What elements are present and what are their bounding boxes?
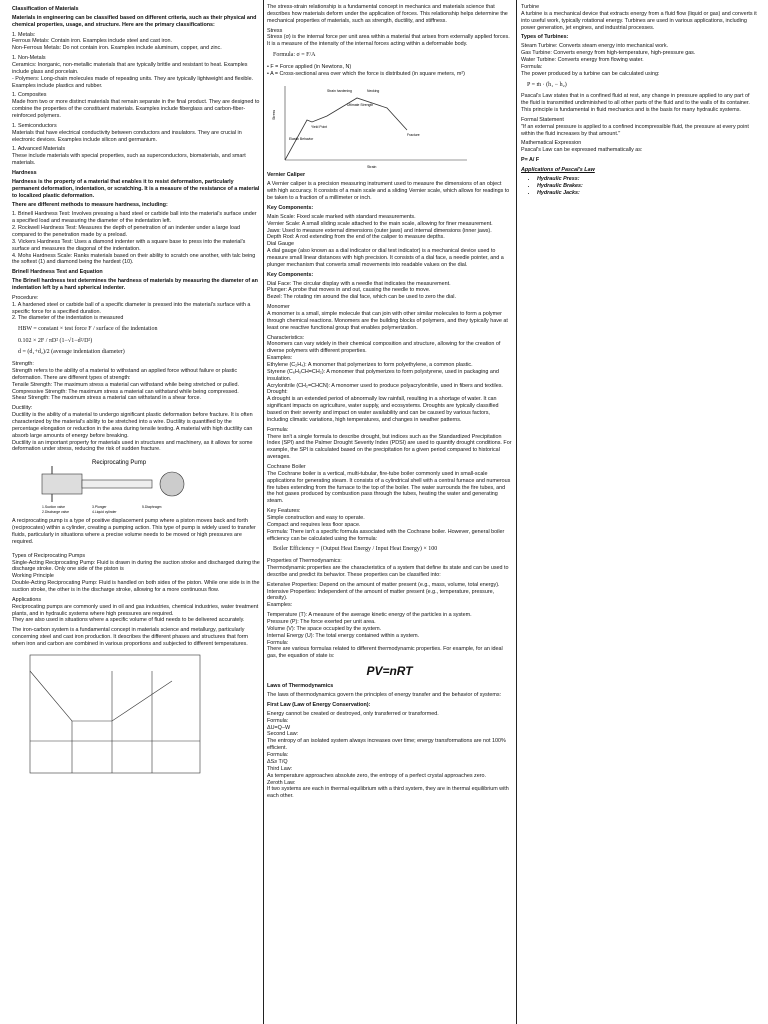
key-components-text: Main Scale: Fixed scale marked with standard measurements. Vernier Scale: A small sliding scale attached to the main scale, allowing for finer measurement. Jaws: Used to measure external dimensions (outer jaws) and internal dimensions (inner jaws). Depth Rod: A rod extending from the end of the caliper to measure depths. Dial Gauge A dial gauge (also known as a dial indicator or dial test indicator) is a mechanical device used to measure small linear distances with high precision. It consists of a dial face, a needle pointer, and a plunger mechanism that converts small movements into readable values on the dial.: [267, 213, 504, 268]
turbine-types-text: Steam Turbine: Converts steam energy into mechanical work. Gas Turbine: Converts energy from high-temperature, high-pressure gas. Water Turbine: Converts energy from flowing water. Formula: The power produced by a turbine can be calculated using:: [521, 43, 696, 77]
monomer-text: Monomer A monomer is a small, simple molecule that can join with other similar molecules to form a polymer through chemical reactions. Monomers are the building blocks of polymers, and they typically have at least one reactive functional group that enables polymerization.: [267, 304, 508, 331]
key-features-text: Key Features: Simple construction and easy to operate. Compact and requires less floor space. Formula: There isn't a specific formula associated with the Cochrane boiler. However, general boiler efficiency can be calculated using the formula:: [267, 508, 505, 542]
ideal-gas-equation: PV=nRT: [366, 664, 413, 679]
stress-text: Stress Stress (σ) is the internal force per unit area within a material that arises from externally applied forces. It is a measure of the intensity of the internal forces acting within a deformable body.: [267, 27, 510, 48]
iron-carbon-text: The iron-carbon system is a fundamental concept in materials science and metallurgy, particularly concerning steel and cast iron production. It describes the different phases and structures that form when iron and carbon are combined in various proportions and subjected to different temperatures.: [12, 627, 249, 647]
pump-definition: A reciprocating pump is a type of positive displacement pump where a piston moves back and forth (reciprocates) within a cylinder, creating a pumping action. This type of pump is widely used to transfer fluids, particularly in situations where a precise volume needs to be moved or high pressures are required.: [12, 518, 256, 545]
pump-legend-item: 4.Liquid cylinder: [92, 510, 117, 515]
hardness-heading: Hardness: [12, 170, 37, 177]
hardness-definition: Hardness is the property of a material that enables it to resist deformation, particularly permanent deformation, indentation, or scratching. It is a measure of the resistance of a material to localized plastic deformation.: [12, 178, 260, 199]
metals-text: 1. Metals: Ferrous Metals: Contain iron. Examples include steel and cast iron. Non-Ferrous Metals: Do not contain iron. Examples include aluminum, copper, and zinc.: [12, 31, 222, 52]
column-left: [12, 4, 260, 1020]
formal-statement-text: Formal Statement "If an external pressure is applied to a confined incompressible fluid, the pressure at every point within the fluid increases by that amount.": [521, 116, 749, 137]
column-middle: [267, 4, 512, 1020]
column-divider: [263, 0, 264, 1024]
graph-label: Strain hardening: [327, 89, 352, 94]
cochrane-text: Cochrane Boiler The Cochrane boiler is a vertical, multi-tubular, fire-tube boiler commonly used in small-scale applications for generating steam. It consists of a cylindrical shell with a central furnace and numerous fire tubes extending from the furnace to the top of the boiler. The water surrounds the fire tubes, and the hot gases produced by combustion pass through the tubes, heating the water and generating steam.: [267, 464, 511, 505]
turbine-text: Turbine A turbine is a mechanical device that extracts energy from a fluid flow (liquid or gas) and converts it into useful work, typically rotational energy. Turbines are used in various applications, including power generation, jet engines, and industrial processes.: [521, 4, 757, 31]
pump-figure-title: Reciprocating Pump: [92, 460, 147, 467]
characteristics-text: Characteristics: Monomers can vary widely in their chemical composition and structure, allowing for the creation of diverse polymers with different properties. Examples: Ethylene (C₂H₄): A monomer that polymerizes to form polyethylene, a common plastic. Styrene (C₆H₅CH=CH₂): A monomer that polymerizes to form polystyrene, used in packaging and insulation. Acrylonitrile (CH₂=CHCN): A monomer used to produce polyacrylonitrile, used in fibers and textiles. Drought: A drought is an extended period of abnormally low rainfall, resulting in a shortage of water. It can significant impacts on agriculture, water supply, and ecosystems. Droughts are typically classified based on their severity and impact on water availability and can be caused by various factors, including climatic variations, high temperatures, and changes in weather patterns.: [267, 334, 503, 423]
hbw-formula-1: HBW = constant × test force F / surface of the indentation: [18, 326, 158, 333]
laws-heading: Laws of Thermodynamics: [267, 683, 334, 690]
advanced-materials-text: 1. Advanced Materials These include materials with special properties, such as superconductors, biomaterials, and smart materials.: [12, 146, 246, 167]
pascal-applications-heading: Applications of Pascal's Law: [521, 166, 595, 173]
methods-heading: There are different methods to measure hardness, including:: [12, 202, 168, 209]
extensive-properties-text: Extensive Properties: Depend on the amount of matter present (e.g., mass, volume, total energy). Intensive Properties: Independent of the amount of matter present (e.g., temperature, pressure, density). Examples:: [267, 581, 500, 609]
drought-formula-text: Formula: There isn't a single formula to describe drought, but indices such as the Standardized Precipitation Index (SPI) and the Palmer Drought Severity Index (PDSI) are used to quantify drought conditions. For example, the SPI is calculated based on the precipitation for a given period compared to historical averages.: [267, 426, 512, 461]
turbine-types-heading: Types of Turbines:: [521, 34, 569, 41]
strength-text: Strength: Strength refers to the ability of a material to withstand an applied force without failure or plastic deformation. There are different types of strength: Tensile Strength: The maximum stress a material can withstand while being stretched or pulled. Compressive Strength: The maximum stress a material can withstand while being compressed. Shear Strength: The maximum stress a material can withstand in a shear force.: [12, 361, 240, 402]
key-components-heading: Key Components:: [267, 204, 314, 211]
stress-variables: • F = Force applied (in Newtons, N) • A = Cross-sectional area over which the force is distributed (in square meters, m²): [267, 63, 465, 77]
reciprocating-pump-diagram: [12, 456, 212, 518]
graph-label: Ultimate Strength: [347, 103, 374, 108]
vernier-heading: Vernier Caliper: [267, 172, 306, 179]
graph-label: Necking: [367, 89, 380, 94]
procedure-text: Procedure: 1. A hardened steel or carbide ball of a specific diameter is pressed into the material's surface with a specific force for a specified duration. 2. The diameter of the indentation is measured: [12, 294, 251, 322]
thermo-examples-text: Temperature (T): A measure of the average kinetic energy of the particles in a system. Pressure (P): The force exerted per unit area. Volume (V): The space occupied by the system. Internal Energy (U): The total energy contained within a system. Formula: There are various formulas related to different thermodynamic properties. For example, for an ideal gas, the equation of state is:: [267, 612, 503, 660]
stress-strain-graph: [267, 80, 487, 170]
list-item: • Hydraulic Jacks:: [537, 190, 757, 197]
first-law-heading: First Law (Law of Energy Conservation):: [267, 702, 371, 709]
iron-carbon-diagram: [12, 651, 212, 781]
list-item: • Hydraulic Press:: [537, 176, 757, 183]
pascal-formula: P= A/ F: [521, 157, 540, 164]
methods-text: 1. Brinell Hardness Test: Involves pressing a hard steel or carbide ball into the material's surface under a specified load and measuring the diameter of the indentation left. 2. Rockwell Hardness Test: Measures the depth of penetration of an indenter under a large load compared to the penetration made by a preload. 3. Vickers Hardness Test: Uses a diamond indenter with a square base to press into the material's surface and measures the diagonal of the indentation. 4. Mohs Hardness Scale: Ranks materials based on their ability to scratch one another, with talc being the softest (1) and diamond being the hardest (10).: [12, 211, 257, 266]
graph-axis-label: Strain: [367, 165, 377, 170]
nonmetals-text: 1. Non-Metals Ceramics: Inorganic, non-metallic materials that are typically brittle and resistant to heat. Examples include glass and porcelain. - Polymers: Long-chain molecules made of repeating units. They are typically lightweight and flexible. Examples include plastics and rubber.: [12, 55, 254, 89]
key-components-heading: Key Components:: [267, 271, 314, 278]
dial-components-text: Dial Face: The circular display with a needle that indicates the measurement. Plunger: A probe that moves in and out, causing the needle to move. Bezel: The rotating rim around the dial face, which can be used to zero the dial.: [267, 280, 456, 301]
graph-label: Elastic Behavior: [289, 137, 314, 142]
column-right: [521, 4, 757, 1020]
brinell-heading: Brinell Hardness Test and Equation: [12, 269, 103, 276]
graph-label: Yield Point: [311, 125, 328, 130]
brinell-definition: The Brinell hardness test determines the hardness of materials by measuring the diameter of an indentation left by a hard spherical indenter.: [12, 278, 258, 291]
vernier-text: A Vernier caliper is a precision measuring instrument used to measure the dimensions of an object with high accuracy. It consists of a main scale and a sliding Vernier scale, which allows for readings to be taken to a fraction of a millimeter or inch.: [267, 181, 510, 202]
hbw-formula-2: 0.102 × 2F / πD² (1−√1−d²/D²): [18, 337, 93, 344]
laws-intro: The laws of thermodynamics govern the principles of energy transfer and the behavior of systems:: [267, 692, 502, 699]
semiconductors-text: 1. Semiconductors Materials that have electrical conductivity between conductors and insulators. They are crucial in electronic devices. Examples include silicon and germanium.: [12, 122, 242, 143]
graph-axis-label: Stress: [272, 110, 276, 121]
graph-label: Fracture: [407, 133, 420, 138]
composites-text: 1. Composites Made from two or more distinct materials that remain separate in the final product. They are designed to combine the properties of the constituent materials. Examples include fiberglass and carbon-fiber-reinforced polymers.: [12, 92, 260, 120]
stress-formula: Formula: σ = F/A: [273, 52, 316, 59]
stress-strain-text: The stress-strain relationship is a fundamental concept in mechanics and materials science that describes how materials deform under the application of forces. This relationship helps determine the mechanical properties of materials, such as strength, ductility, and stiffness.: [267, 4, 508, 24]
section-title: Classification of Materials: [12, 6, 79, 12]
pump-legend-item: 1.Suction valve: [42, 505, 65, 510]
pump-legend-item: 5.Diaphragm: [142, 505, 162, 510]
turbine-power-formula: P = ṁ · (h₁ − h₂): [527, 81, 567, 88]
pump-legend-item: 3.Plunger: [92, 505, 107, 510]
laws-text: Energy cannot be created or destroyed, only transferred or transformed. Formula: ΔU=Q−W Second Law: The entropy of an isolated system always increases over time; energy transformations are not 100% efficient. Formula: ΔS≥ T/Q Third Law: As temperature approaches absolute zero, the entropy of a perfect crystal approaches zero. Zeroth Law: If two systems are each in thermal equilibrium with a third system, they are in thermal equilibrium with each other.: [267, 710, 509, 800]
ductility-text: Ductility: Ductility is the ability of a material to undergo significant plastic deformation before fracture. It is often characterized by the material's ability to be stretched into a wire. Ductility is quantified by the percentage elongation or reduction in the area during tensile testing. A material with high ductility can absorb large amounts of energy before breaking. Ductility is an important property for materials used in structures and machinery, as it allows for some deformation under stress, reducing the risk of sudden fracture.: [12, 405, 253, 453]
applications-text: Applications Reciprocating pumps are commonly used in oil and gas industries, chemical industries, water treatment plants, and in hydraulic systems where high pressures are required. They are also used in situations where a specific volume of fluid needs to be delivered accurately.: [12, 596, 259, 624]
hbw-formula-3: d = (d₁+d₂)/2 (average indentation diameter): [18, 349, 125, 356]
boiler-efficiency-formula: Boiler Efficiency = (Output Heat Energy / Input Heat Energy) × 100: [273, 546, 438, 553]
list-item: • Hydraulic Brakes:: [537, 183, 757, 190]
pump-types-text: Types of Reciprocating Pumps Single-Acting Reciprocating Pump: Fluid is drawn in during the suction stroke and discharged during the discharge stroke. Only one side of the piston is Working Principle Double-Acting Reciprocating Pump: Fluid is handled on both sides of the piston. While one side is in the suction stroke, the other is in the discharge stroke, allowing for a more continuous flow.: [12, 552, 260, 593]
pascal-applications-list: [531, 176, 757, 197]
pascal-law-text: Pascal's Law states that in a confined fluid at rest, any change in pressure applied to any part of the fluid is transmitted undiminished to all other parts of the fluid and to the walls of its container. This principle is fundamental in fluid mechanics and is the basis for many hydraulic systems.: [521, 93, 750, 113]
math-expression-text: Mathematical Expression Pascal's Law can be expressed mathematically as:: [521, 140, 643, 154]
intro-text: Materials in engineering can be classified based on different criteria, such as their physical and chemical properties, usage, and structure. Here are the primary classifications:: [12, 14, 257, 28]
column-divider: [516, 0, 517, 1024]
thermo-properties-text: Properties of Thermodynamics: Thermodynamic properties are the characteristics of a system that define its state and can be used to describe and predict its behavior. These properties can be classified into:: [267, 558, 509, 578]
pump-legend-item: 2.Discharge valve: [42, 510, 69, 515]
